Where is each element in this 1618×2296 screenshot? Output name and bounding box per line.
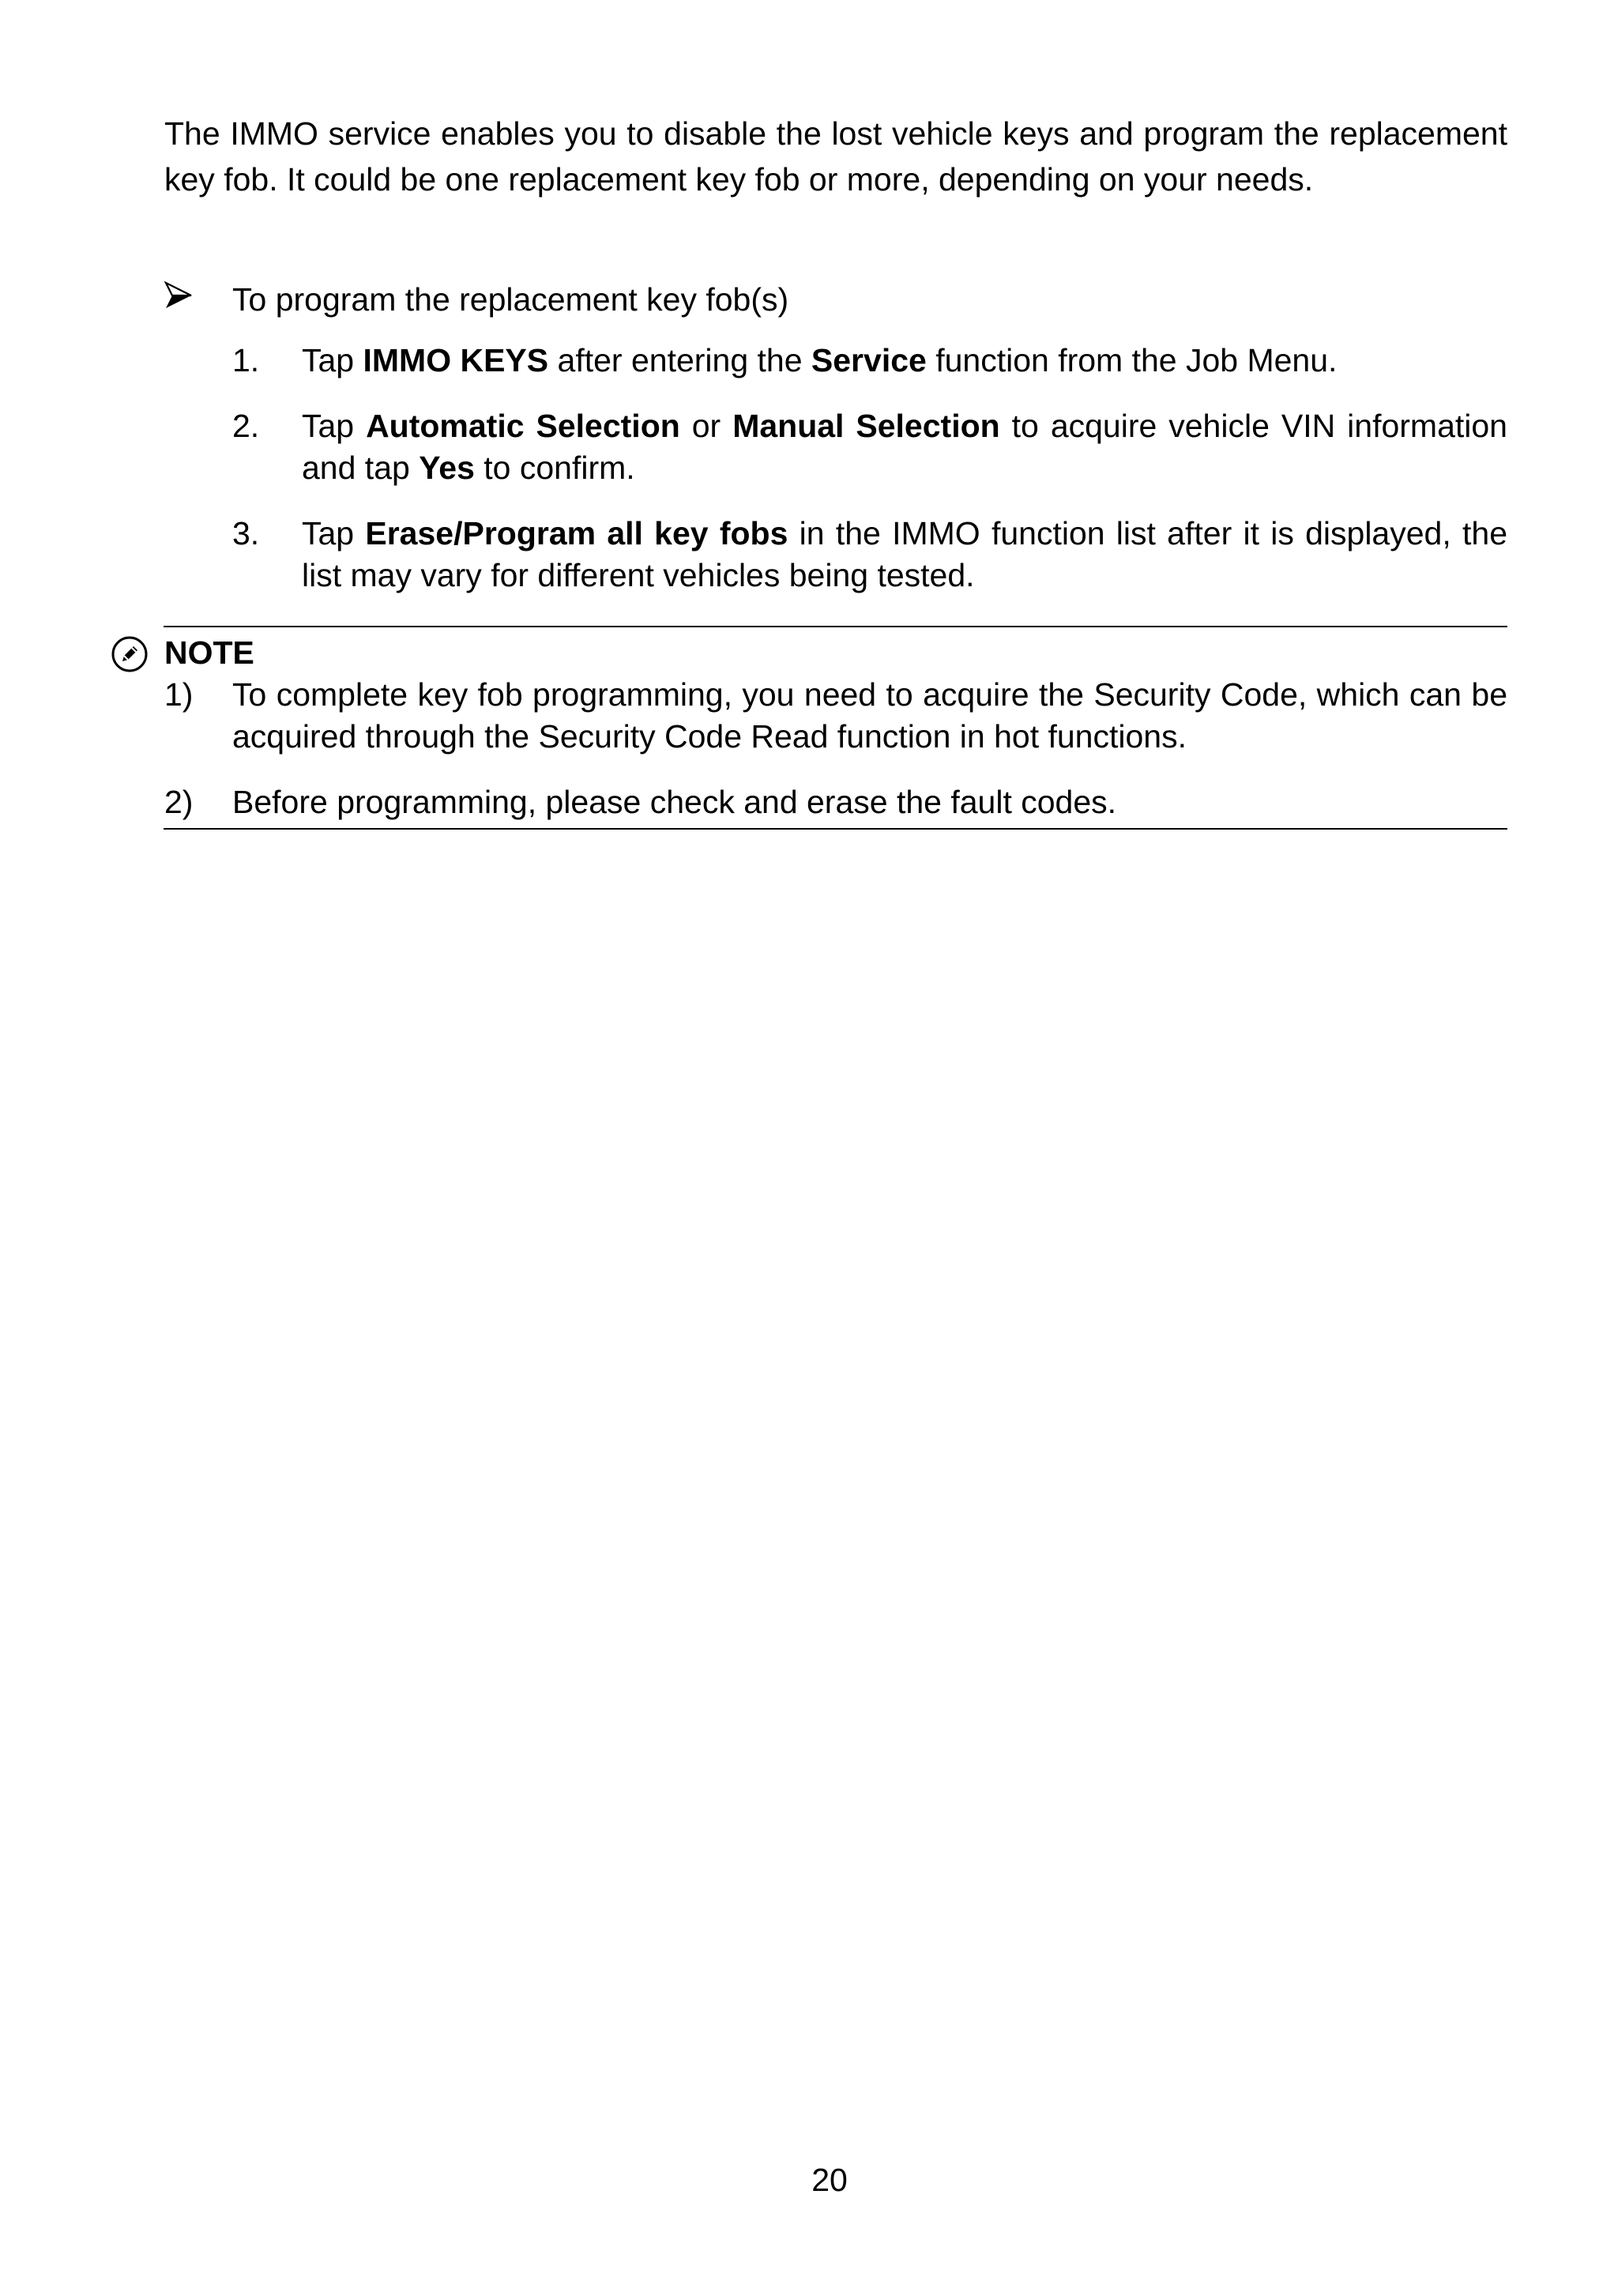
step-bold-term: Service xyxy=(811,342,927,378)
step-number: 1. xyxy=(232,342,260,378)
step-text-run: after entering the xyxy=(548,342,811,378)
step-text-run: Tap xyxy=(302,515,366,551)
note-bottom-rule xyxy=(164,828,1507,830)
note-item xyxy=(164,674,1507,758)
step-bold-term: IMMO KEYS xyxy=(363,342,549,378)
step-text-run: to confirm. xyxy=(474,450,635,486)
step-text xyxy=(302,513,1507,597)
step-bold-term: Erase/Program all key fobs xyxy=(365,515,788,551)
procedure-heading xyxy=(164,277,1507,322)
page-number: 20 xyxy=(811,2162,848,2198)
step-bold-term: Yes xyxy=(419,450,475,486)
step-text-run: in the IMMO function list after it is displayed, the list may vary for different vehicles being tested. xyxy=(302,515,1507,593)
procedure-steps xyxy=(232,340,1507,620)
step-text-run: function from the Job Menu. xyxy=(926,342,1338,378)
step-number: 2. xyxy=(232,408,260,444)
step-bold-term: Automatic Selection xyxy=(366,408,680,444)
intro-paragraph: The IMMO service enables you to disable the lost vehicle keys and program the replacement key fob. It could be one replacement key fob or more, depending on your needs. xyxy=(164,115,1507,198)
procedure-step xyxy=(232,405,1507,489)
note-list xyxy=(164,674,1507,847)
step-text xyxy=(302,340,1507,382)
step-number: 3. xyxy=(232,515,260,551)
step-bold-term: Manual Selection xyxy=(732,408,1000,444)
note-item-number: 1) xyxy=(164,676,194,713)
step-text-run: to acquire vehicle VIN information and tap xyxy=(302,408,1507,486)
note-item xyxy=(164,781,1507,823)
step-text-run: Tap xyxy=(302,408,367,444)
procedure-step xyxy=(232,340,1507,382)
step-text xyxy=(302,405,1507,489)
note-item-text: To complete key fob programming, you need to acquire the Security Code, which can be acquired through the Security Code Read function in hot functions. xyxy=(232,676,1507,755)
pencil-circle-icon xyxy=(111,635,149,673)
step-text-run: Tap xyxy=(302,342,363,378)
note-item-number: 2) xyxy=(164,784,194,820)
procedure-title: To program the replacement key fob(s) xyxy=(232,281,789,318)
arrowhead-bullet-icon xyxy=(164,281,193,310)
procedure-step xyxy=(232,513,1507,597)
note-top-rule xyxy=(164,626,1507,627)
note-label: NOTE xyxy=(164,634,254,671)
step-text-run: or xyxy=(679,408,733,444)
note-item-text: Before programming, please check and erase the fault codes. xyxy=(232,784,1117,820)
